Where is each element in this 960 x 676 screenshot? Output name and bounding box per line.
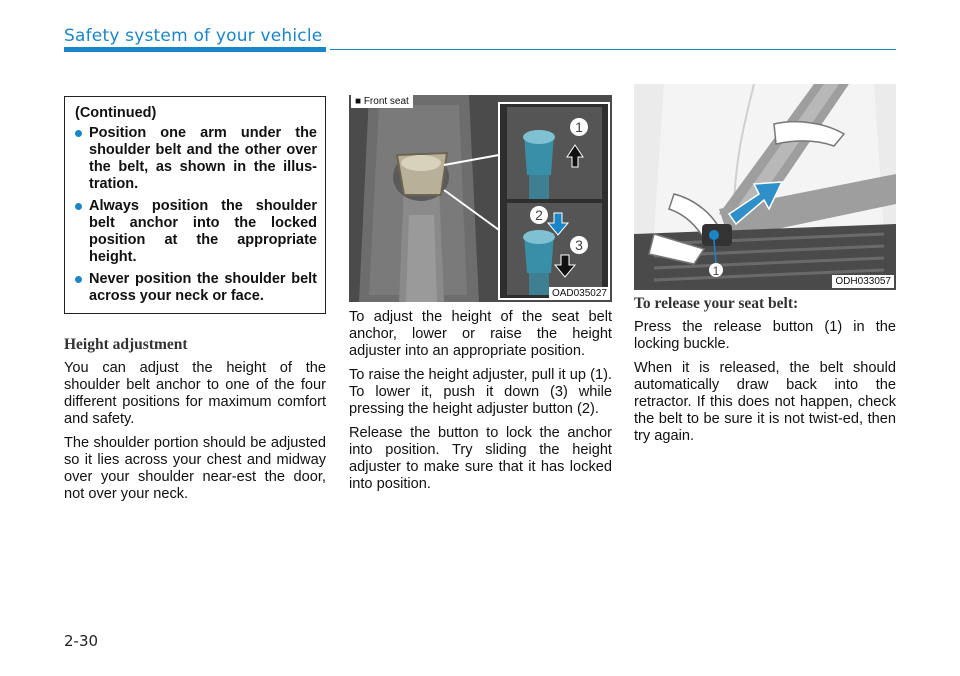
release-belt-illustration: [634, 84, 896, 290]
callout-2: 2: [535, 207, 543, 223]
figure-tag: ■ Front seat: [351, 95, 413, 108]
release-heading: To release your seat belt:: [634, 295, 799, 312]
paragraph: The shoulder portion should be adjusted so it lies across your chest and midway over your shoulder near-est the door, not over your neck.: [64, 435, 326, 502]
height-adjustment-heading: Height adjustment: [64, 336, 188, 353]
header-rule-thick: [64, 47, 326, 52]
warning-list: [75, 125, 317, 305]
paragraph: Release the button to lock the anchor into position. Try sliding the height adjuster to make sure that it has locked into position.: [349, 425, 612, 492]
paragraph: When it is released, the belt should automatically draw back into the retractor. If this does not happen, check the belt to be sure it is not twist-ed, then try again.: [634, 360, 896, 444]
adjuster-instructions: [349, 309, 612, 500]
section-title: Safety system of your vehicle: [64, 26, 323, 46]
paragraph: Press the release button (1) in the locking buckle.: [634, 319, 896, 352]
release-belt-figure: [634, 84, 896, 290]
warning-box: [64, 96, 326, 314]
warning-bullet: Always position the shoulder belt anchor into the locked position at the appropriate height.: [75, 198, 317, 266]
height-adjustment-section: [64, 336, 326, 510]
bullet-dot-icon: [75, 203, 82, 210]
release-section: [634, 295, 896, 452]
warning-bullet: Never position the shoulder belt across your neck or face.: [75, 271, 317, 305]
figure-code: OAD035027: [549, 287, 610, 300]
callout-1: 1: [575, 119, 583, 135]
warning-bullet: Position one arm under the shoulder belt and the other over the belt, as shown in the illus-tration.: [75, 125, 317, 193]
callout-3: 3: [575, 237, 583, 253]
header-rule-thin: [330, 49, 896, 50]
page-number: 2-30: [64, 632, 99, 650]
callout-1: 1: [712, 264, 720, 278]
front-seat-figure: [349, 95, 612, 302]
paragraph: You can adjust the height of the shoulder belt anchor to one of the four different positions for maximum comfort and safety.: [64, 360, 326, 427]
continued-label: (Continued): [75, 105, 157, 121]
figure-code: ODH033057: [832, 275, 894, 288]
height-adjuster-illustration: [349, 95, 612, 302]
paragraph: To adjust the height of the seat belt anchor, lower or raise the height adjuster into an appropriate position.: [349, 309, 612, 359]
paragraph: To raise the height adjuster, pull it up (1). To lower it, push it down (3) while pressing the height adjuster button (2).: [349, 367, 612, 417]
bullet-dot-icon: [75, 130, 82, 137]
bullet-dot-icon: [75, 276, 82, 283]
